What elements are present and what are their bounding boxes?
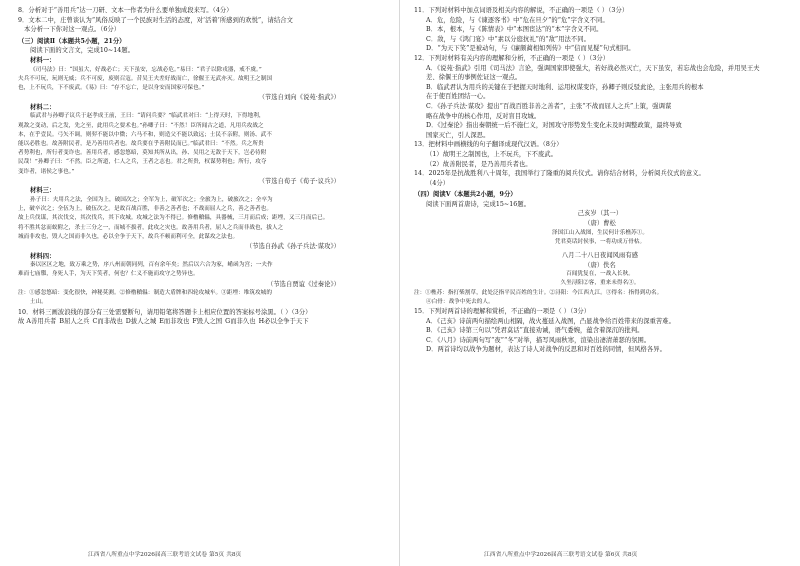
left-text-line: 本，在乎壹民。弓矢不调，则羿不能以中微；六马不和，则造父不能以致远；士民不亲附，则汤、武不 [18,131,272,138]
right-text-line: 15．下列对两首诗的理解和赏析，不正确的一项是（ ）（3分） [414,308,591,316]
right-text-line: D．“为天下笑”是被动句，与《廉颇蔺相如列传》中“信而见疑”句式相同。 [426,45,635,53]
q10-answer-row [18,317,388,327]
right-text-line: （唐）曹松 [584,220,616,228]
left-text-line: 难而七庙隳，身死人手，为天下笑者，何也？仁义不施而攻守之势异也。 [18,271,199,278]
right-text-line: （1）故明王之制国也，上不玩兵，下不废武。 [426,150,557,158]
left-text-line: 10．材料三画波浪线的部分有三处需要断句，请用铅笔将答题卡上相应位置的答案标号涂黑。（ ）（3分） [18,308,312,316]
left-text-line: 者势利也，所行者变诈也。善用兵者，感忽悠暗，莫知其所从出，孙、吴用之无敌于天下，岂必待附 [18,150,267,157]
right-text-line: 差、徐偃王的事例佐证这一观点。 [426,74,522,82]
left-text-line: 阅读下面的文言文，完成10~14题。 [30,47,135,55]
right-text-line: 在于使百姓团结一心。 [426,93,490,101]
q10-segment: C而非战也 [92,318,123,326]
left-text-line: （节选自荀子《荀子·议兵》） [258,177,340,185]
left-text-line: （节选自孙武《孙子兵法·谋攻》） [245,242,340,250]
right-text-line: C．《孙子兵法·谋攻》提出“百战百胜非善之善者”，主张“不战而屈人之兵”上策，强调谋 [426,102,672,110]
left-text-line: 9．文本二中，庄曾谈认为“风俗反映了一个民族对生活的态度，对‘活着’所感到的欢悦”，请结合文 [18,16,293,24]
right-text-line: A．《己亥》诗前两句描绘两山相隔，战火蔓延入战图，凸显战争给百姓带来的深重苦难。 [426,317,675,325]
right-text-line: 泽国江山入战图，生民何计乐樵苏①。 [552,229,648,236]
left-text-line: 城而非攻也，毁人之国而非久也，必以全争于天下，故兵不顿而利可全，此谋攻之法也。 [18,233,239,240]
right-text-line: 百闻犹复在，一战入长秋。 [566,271,634,278]
right-text-line: D．两首诗均以战争为题材，表达了诗人对战争的反思和对百姓的同情，但风格各异。 [426,346,666,354]
left-text-line: 临武君与孙卿子议兵于赵孝成王前，王曰：“请问兵要？”临武君对曰：“上得天时，下得地利， [30,113,265,120]
right-text-line: 14．2025年是抗战胜利八十周年，我国举行了隆重的阅兵仪式。请你结合材料，分析阅兵仪式的意义。 [414,170,705,178]
left-text-line: 民哉！”孙卿子曰：“不然。臣之所道，仁人之兵，王者之志也。君之所贵，权谋势利也；所行，攻夺 [18,159,267,166]
left-footer: 江西省八所重点中学2026届高三联考语文试卷 第5页 共8页 [88,552,242,558]
left-text-line: 材料三： [30,187,56,195]
right-text-line: （四）阅读Ⅴ（本题共2小题，9分） [414,191,517,199]
right-footer: 江西省八所重点中学2026届高三联考语文试卷 第6页 共8页 [484,552,638,558]
q10-segment: F毁人之国 [192,318,223,326]
q10-segment: B屈人之兵 [59,318,90,326]
left-text-line: 也，上不玩兵，下不废武。《易》曰：“存不忘亡，是以身安而国家可保也。” [18,84,205,91]
left-text-line: 本分析一下你对这一观点。（6分） [24,26,121,34]
left-text-line: 土山。 [30,299,47,306]
q10-segment: H必以全争于天下 [258,318,309,326]
left-text-line: （节选自贾谊《过秦论》） [266,280,340,288]
right-text-line: 凭君莫话封侯事，一将功成万骨枯。 [554,238,646,245]
right-text-line: 己亥岁（其一） [577,210,623,218]
left-text-line: 观敌之变动，后之发，先之至，此用兵之要术也。”孙卿子曰：“不然！臣所闻古之道，凡用兵攻战之 [18,122,264,129]
right-text-line: 13．把材料中画横线的句子翻译成现代汉语。（8分） [414,141,563,149]
right-text-line: （唐）佚名 [584,261,616,269]
left-text-line: 材料二： [30,103,56,111]
right-page [400,0,800,566]
left-text-line: 故上兵伐谋，其次伐交，其次伐兵，其下攻城。攻城之法为不得已。修橹轒辒，具器械，三月而后成；距堙，又三月而后已。 [18,215,329,222]
right-page-content [414,6,786,355]
left-page-content [18,6,388,317]
right-text-line: A．《说苑·指武》引用《司马法》言论，强调国家即使强大，若好战必然灭亡，天下虽安，若忘战也会危险，并用吴王夫 [426,64,760,72]
left-text-line: 变诈者，诸侯之事也。” [18,168,75,175]
q10-segment: E而非攻也 [159,318,190,326]
left-text-line: 夫兵不可玩，玩则无威；兵不可废，废则召寇。昔吴王夫差好战而亡，徐偃王无武亦灭。故明王之制国 [18,75,272,82]
left-text-line: （三）阅读Ⅱ（本题共5小题，21分） [18,37,126,45]
left-text-line: 将不胜其忿而蚁附之，杀士三分之一，而城不拔者，此攻之灾也。故善用兵者，屈人之兵而非战也，拔人之 [18,224,284,231]
right-text-line: D．《过秦论》指出秦朝统一后不施仁义，对国攻守形势发生变化未及时调整政策，最终导致 [426,122,682,130]
q10-segment: G而非久也 [225,318,256,326]
right-text-line: B．本，根本，与《陈情表》中“本图宦达”的“本”字含义不同。 [426,26,603,34]
right-text-line: 11．下列对材料中加点词语及相关内容的解说，不正确的一项是（ ）（3分） [414,7,629,14]
left-text-line: （节选自刘向《说苑·指武》） [258,94,340,102]
right-text-line: 阅读下面两首唐诗，完成15~16题。 [426,200,531,208]
left-text-line: 8．分析对于“善用兵”达一刀研、文本一作者为什么要单独成段来写。（4分） [18,7,233,14]
q10-segments [26,318,311,325]
left-text-line: 秦以区区之地，致万乘之势，序八州而朝同列，百有余年矣；然后以六合为家，崤函为宫；一夫作 [30,262,273,269]
right-text-line: C．敌，与《鸿门宴》中“素以分庭抗礼”的“敌”用法不同。 [426,35,590,43]
right-text-line: 久坐浔阳②客，重来未得名③。 [560,280,640,287]
left-text-line: 注：①感忽悠暗：变化很快，神秘莫测。②修橹轒辒：制造大盾牌和四轮攻城车。③距堙：堆筑攻城的 [18,290,272,297]
right-text-line: （4分） [426,179,450,187]
right-text-line: ④白骨：战争中死去的人。 [426,298,494,305]
q10-segment: D拔人之城 [125,318,157,326]
left-text-line: 能以必胜也。故善附民者，是乃善用兵者也。故兵要在乎善附民而已。”临武君曰：“不然。兵之所贵 [18,140,264,147]
right-text-line: B．临武君认为用兵的关键在于把握天时地利、运用权谋变诈，孙卿子则反驳此论，主张用兵的根本 [426,83,704,91]
right-text-line: B．《己亥》诗第三句以“凭君莫话”直接劝诫，语气委婉，蕴含着深沉的批判。 [426,327,644,335]
right-text-line: 略在战争中的核心作用，反对盲目攻城。 [426,112,541,120]
right-text-line: 国家灭亡，引人深思。 [426,131,490,139]
right-text-line: 12．下列对材料有关内容的理解和分析，不正确的一项是（ ）（3分） [414,54,610,62]
right-text-line: 八月二十八日夜闻风雨有感 [561,252,639,260]
q10-prefix: 故 [18,318,25,326]
left-text-line: 孙子曰：夫用兵之法，全国为上，破国次之；全军为上，破军次之；全旅为上，破旅次之；全卒为 [30,196,273,203]
left-text-line: 上，破卒次之；全伍为上，破伍次之。是故百战百胜，非善之善者也；不战而屈人之兵，善之善者也。 [18,206,272,213]
left-text-line: 材料四： [30,252,56,260]
left-text-line: 《司马法》曰：“国虽大，好战必亡；天下虽安，忘战必危。”易曰：“君子以除戎器，戒不虞。” [30,66,262,73]
right-text-line: （2）故善附民者，是乃善用兵者也。 [426,160,532,168]
left-text-line: 材料一： [30,56,56,64]
right-text-line: C．《八月》诗前两句写“夜”“冬”对举，描写风雨秋寒，渲染出凄清萧瑟的氛围。 [426,336,651,344]
right-text-line: 注：①樵苏：指打柴割草，此处泛指平民百姓的生计。②浔阳：今江西九江。③得名：指得到功名。 [414,289,663,296]
q10-segment: A善用兵者 [26,318,57,326]
right-text-line: A．危，危险，与《谏逐客书》中“危在旦夕”的“危”字含义不同。 [426,16,609,24]
